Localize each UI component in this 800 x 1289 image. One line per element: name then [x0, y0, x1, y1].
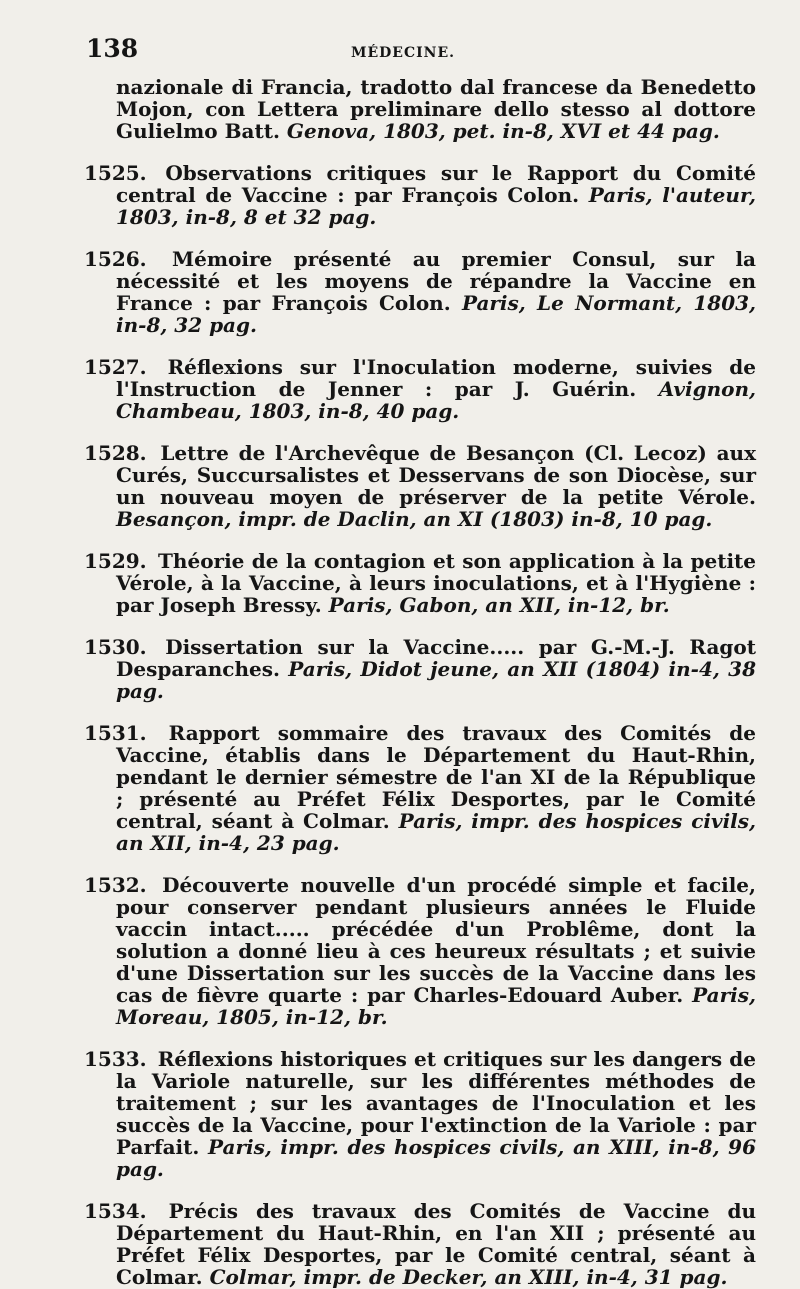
entry-text: Lettre de l'Archevêque de Besançon (Cl. Lecoz) aux Curés, Succursalistes et Desservans de son Diocèse, sur un nouveau moyen de préserver de la petite Vérole.: [116, 441, 757, 509]
bibliography-entry: [84, 722, 756, 854]
entry-text: Réflexions historiques et critiques sur les dangers de la Variole naturelle, sur les différentes méthodes de traitement ; sur les avantages de l'Inoculation et les succès de la Vaccine, pour l'extinction de la Variole : par Parfait.: [116, 1047, 756, 1159]
entry-number: 1532.: [84, 873, 147, 897]
bibliography-entry: [84, 248, 756, 336]
entry-imprint: Paris, Didot jeune, an XII (1804) in-4, 38 pag.: [116, 657, 756, 703]
entry-imprint: Paris, impr. des hospices civils, an XII, in-4, 23 pag.: [116, 809, 757, 855]
entry-text: Réflexions sur l'Inoculation moderne, suivies de l'Instruction de Jenner : par J. Guérin.: [116, 355, 756, 401]
entry-number: 1528.: [84, 441, 147, 465]
page-number: 138: [86, 34, 139, 63]
entry-number: 1526.: [84, 247, 147, 271]
entry-text: Découverte nouvelle d'un procédé simple et facile, pour conserver pendant plusieurs années le Fluide vaccin intact..... précédée d'un Problême, dont la solution a donné lieu à ces heureux résultats ; et suivie d'une Dissertation sur les succès de la Vaccine dans les cas de fièvre quarte : par Charles-Edouard Auber.: [116, 873, 756, 1007]
entry-number: 1525.: [84, 161, 147, 185]
entry-text: nazionale di Francia, tradotto dal francese da Benedetto Mojon, con Lettera preliminare dello stesso al dottore Gulielmo Batt.: [116, 75, 756, 143]
page-header: [84, 34, 756, 78]
entry-text: Théorie de la contagion et son application à la petite Vérole, à la Vaccine, à leurs inoculations, et à l'Hygiène : par Joseph Bressy.: [116, 549, 757, 617]
entry-text: Précis des travaux des Comités de Vaccine du Département du Haut-Rhin, en l'an XII ; présenté au Préfet Félix Desportes, par le Comité central, séant à Colmar.: [116, 1199, 756, 1289]
bibliography-entry: [84, 874, 756, 1028]
entry-number: 1527.: [84, 355, 147, 379]
entry-number: 1533.: [84, 1047, 147, 1071]
bibliography-entry: [84, 162, 756, 228]
entry-imprint: Paris, Le Normant, 1803, in-8, 32 pag.: [116, 291, 756, 337]
entry-imprint: Paris, l'auteur, 1803, in-8, 8 et 32 pag.: [116, 183, 756, 229]
entry-text: Dissertation sur la Vaccine..... par G.-M.-J. Ragot Desparanches.: [116, 635, 756, 681]
entry-imprint: Paris, impr. des hospices civils, an XIII, in-8, 96 pag.: [116, 1135, 757, 1181]
bibliography-entry: [84, 550, 756, 616]
entry-text: Mémoire présenté au premier Consul, sur la nécessité et les moyens de répandre la Vaccine en France : par François Colon.: [116, 247, 756, 315]
entry-number: 1531.: [84, 721, 147, 745]
entry-number: 1530.: [84, 635, 147, 659]
entry-number: 1529.: [84, 549, 147, 573]
entry-imprint: Colmar, impr. de Decker, an XIII, in-4, 31 pag.: [209, 1265, 728, 1289]
entry-imprint: Avignon, Chambeau, 1803, in-8, 40 pag.: [116, 377, 757, 423]
entry-number: 1534.: [84, 1199, 147, 1223]
entry-imprint: Genova, 1803, pet. in-8, XVI et 44 pag.: [286, 119, 720, 143]
entry-text: Observations critiques sur le Rapport du Comité central de Vaccine : par François Colon.: [116, 161, 756, 207]
bibliography-entry: [84, 636, 756, 702]
bibliography-entry: [84, 1200, 756, 1288]
bibliography-entry: [84, 442, 756, 530]
entry-imprint: Paris, Moreau, 1805, in-12, br.: [116, 983, 756, 1029]
running-head: MÉDECINE.: [351, 45, 456, 61]
entry-imprint: Besançon, impr. de Daclin, an XI (1803) in-8, 10 pag.: [116, 507, 713, 531]
continued-entry: [84, 76, 756, 142]
bibliography-entry: [84, 1048, 756, 1180]
entry-imprint: Paris, Gabon, an XII, in-12, br.: [328, 593, 670, 617]
bibliography-entry: [84, 356, 756, 422]
entry-text: Rapport sommaire des travaux des Comités de Vaccine, établis dans le Département du Haut-Rhin, pendant le dernier sémestre de l'an XI de la République ; présenté au Préfet Félix Desportes, par le Comité central, séant à Colmar.: [116, 721, 757, 833]
bibliography-list: [84, 76, 756, 1288]
